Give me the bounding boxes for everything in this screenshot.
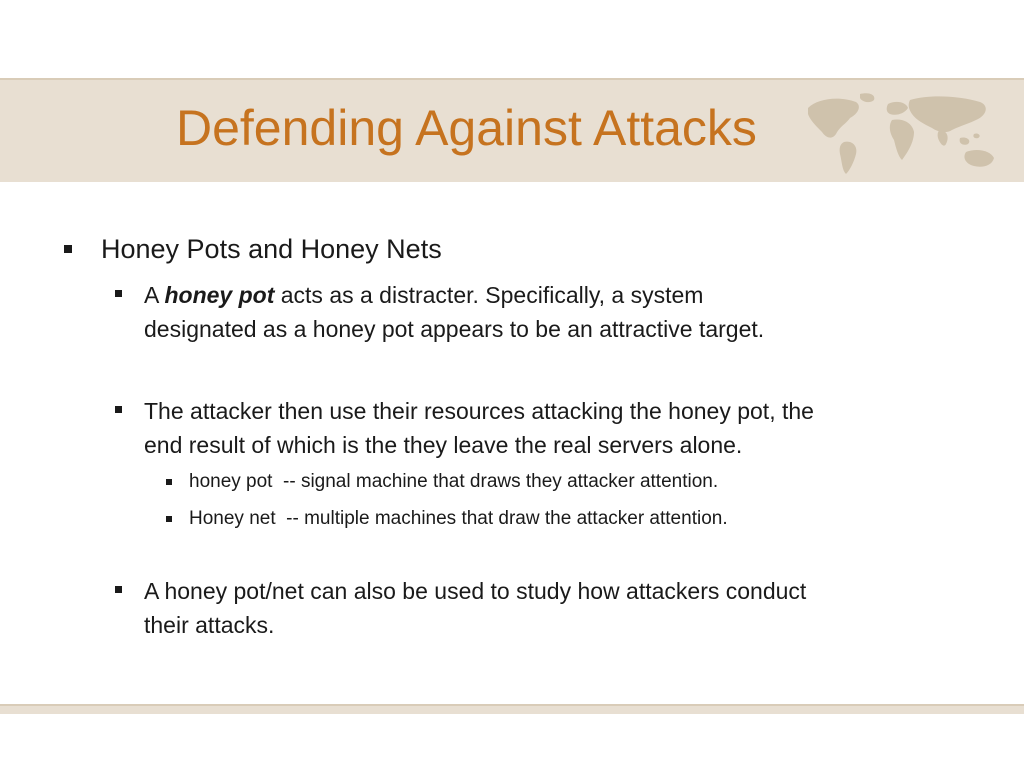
bullet-text: Honey Pots and Honey Nets <box>101 234 442 264</box>
bullet-text <box>144 574 806 642</box>
list-item <box>166 469 718 495</box>
square-bullet-icon <box>166 516 172 522</box>
square-bullet-icon <box>115 586 122 593</box>
bullet-text-line: The attacker then use their resources attacking the honey pot, the <box>144 398 814 424</box>
emphasis-text: honey pot <box>164 282 275 308</box>
slide-title: Defending Against Attacks <box>176 100 757 156</box>
footer-divider <box>0 704 1024 714</box>
bullet-text: Honey net -- multiple machines that draw the attacker attention. <box>189 508 728 529</box>
bullet-text: honey pot -- signal machine that draws they attacker attention. <box>189 471 719 492</box>
list-item <box>115 278 995 346</box>
bullet-text-line: A honey pot/net can also be used to study how attackers conduct <box>144 578 807 604</box>
square-bullet-icon <box>166 479 172 485</box>
square-bullet-icon <box>115 290 122 297</box>
text-fragment: acts as a distracter. Specifically, a system <box>274 282 704 308</box>
bullet-text-line: their attacks. <box>144 612 275 638</box>
bullet-text <box>144 278 764 346</box>
text-fragment: A <box>144 282 165 308</box>
square-bullet-icon <box>115 406 122 413</box>
list-item <box>115 394 995 462</box>
bullet-text-line: designated as a honey pot appears to be an attractive target. <box>144 316 765 342</box>
bullet-text-line <box>144 282 703 308</box>
bullet-text-line: end result of which is the they leave the real servers alone. <box>144 432 743 458</box>
list-item <box>64 232 442 266</box>
square-bullet-icon <box>64 245 72 253</box>
list-item <box>115 574 995 642</box>
list-item <box>166 506 728 532</box>
world-map-icon <box>800 90 1000 176</box>
bullet-text <box>144 394 814 462</box>
